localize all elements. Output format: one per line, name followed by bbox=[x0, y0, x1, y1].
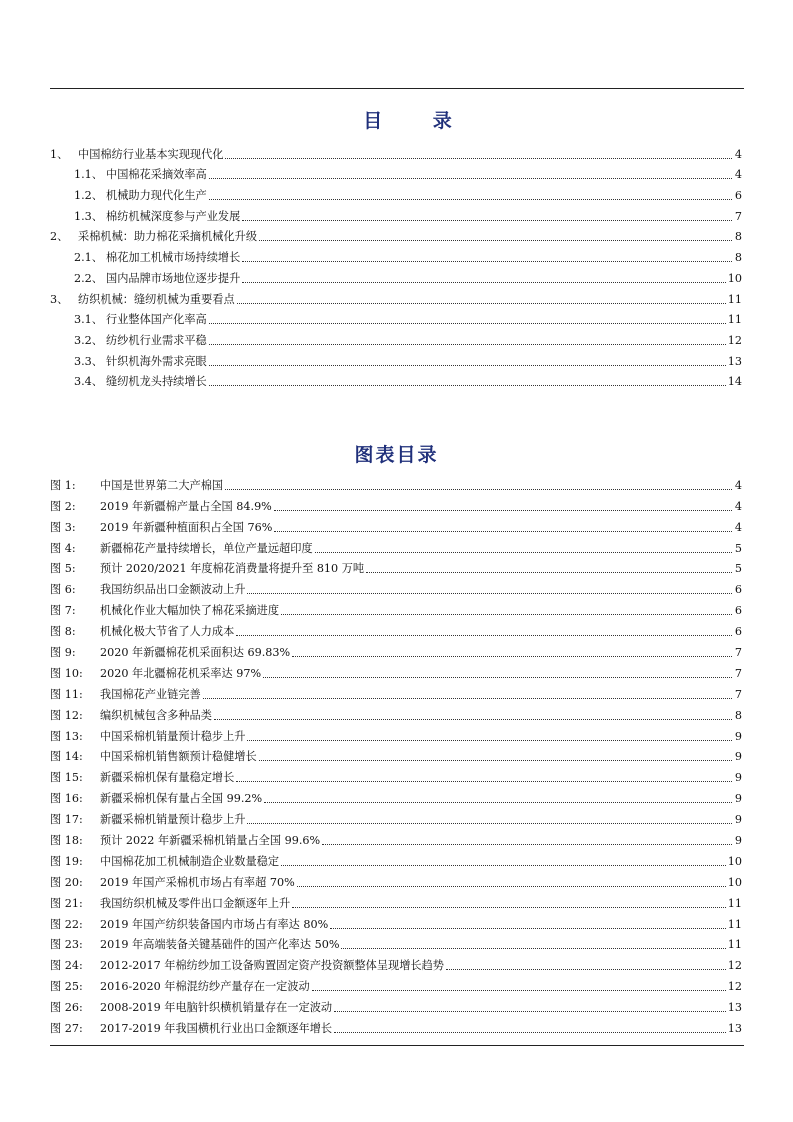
entry-page: 7 bbox=[734, 687, 742, 701]
entry-title: 2019 年新疆棉产量占全国 84.9% bbox=[100, 499, 272, 513]
figure-entry[interactable] bbox=[50, 556, 742, 577]
entry-title: 棉纺机械深度参与产业发展 bbox=[106, 209, 241, 223]
entry-number: 3.1、 bbox=[74, 313, 103, 327]
entry-title: 采棉机械：助力棉花采摘机械化升级 bbox=[78, 230, 258, 244]
leader-dots bbox=[274, 509, 732, 511]
entry-page: 13 bbox=[727, 1001, 742, 1015]
entry-title: 2019 年高端装备关键基础件的国产化率达 50% bbox=[100, 938, 340, 952]
entry-page: 9 bbox=[734, 792, 742, 806]
leader-dots bbox=[292, 655, 732, 657]
leader-dots bbox=[312, 989, 726, 991]
figure-entry[interactable] bbox=[50, 535, 742, 556]
leader-dots bbox=[366, 571, 732, 573]
figure-entry[interactable] bbox=[50, 1015, 742, 1036]
leader-dots bbox=[214, 718, 732, 720]
toc-entry[interactable] bbox=[50, 224, 742, 245]
entry-number: 1.2、 bbox=[74, 189, 103, 203]
entry-page: 11 bbox=[727, 917, 742, 931]
leader-dots bbox=[242, 281, 725, 283]
entry-title: 2016-2020 年棉混纺纱产量存在一定波动 bbox=[100, 980, 310, 994]
toc-list bbox=[50, 141, 742, 389]
entry-number: 图 4: bbox=[50, 541, 76, 555]
entry-page: 12 bbox=[727, 333, 742, 347]
entry-number: 图 21: bbox=[50, 896, 83, 910]
toc-entry[interactable] bbox=[50, 265, 742, 286]
entry-page: 6 bbox=[734, 625, 742, 639]
figure-entry[interactable] bbox=[50, 681, 742, 702]
figure-entry[interactable] bbox=[50, 702, 742, 723]
entry-page: 4 bbox=[734, 520, 742, 534]
figure-entry[interactable] bbox=[50, 994, 742, 1015]
toc-entry[interactable] bbox=[50, 203, 742, 224]
leader-dots bbox=[209, 198, 732, 200]
leader-dots bbox=[334, 1010, 726, 1012]
toc-heading: 目 录 bbox=[363, 110, 474, 132]
entry-number: 图 3: bbox=[50, 520, 76, 534]
leader-dots bbox=[209, 364, 726, 366]
entry-number: 图 20: bbox=[50, 875, 83, 889]
entry-page: 9 bbox=[734, 771, 742, 785]
leader-dots bbox=[274, 530, 732, 532]
entry-page: 11 bbox=[727, 896, 742, 910]
entry-number: 图 11: bbox=[50, 687, 83, 701]
entry-number: 图 13: bbox=[50, 729, 83, 743]
entry-title: 中国采棉机销量预计稳步上升 bbox=[100, 729, 246, 743]
figure-entry[interactable] bbox=[50, 932, 742, 953]
leader-dots bbox=[330, 927, 725, 929]
figure-entry[interactable] bbox=[50, 785, 742, 806]
entry-page: 11 bbox=[727, 313, 742, 327]
entry-number: 3、 bbox=[50, 292, 69, 306]
entry-title: 2017-2019 年我国横机行业出口金额逐年增长 bbox=[100, 1022, 333, 1036]
entry-page: 11 bbox=[727, 292, 742, 306]
leader-dots bbox=[315, 551, 732, 553]
leader-dots bbox=[341, 947, 725, 949]
figure-entry[interactable] bbox=[50, 660, 742, 681]
leader-dots bbox=[209, 384, 726, 386]
entry-title: 新疆采棉机销量预计稳步上升 bbox=[100, 813, 246, 827]
entry-number: 图 25: bbox=[50, 980, 83, 994]
toc-entry[interactable] bbox=[50, 162, 742, 183]
leader-dots bbox=[247, 592, 732, 594]
entry-page: 8 bbox=[734, 708, 742, 722]
figure-entry[interactable] bbox=[50, 764, 742, 785]
entry-number: 图 17: bbox=[50, 813, 83, 827]
entry-title: 机械化作业大幅加快了棉花采摘进度 bbox=[100, 604, 280, 618]
toc-entry[interactable] bbox=[50, 369, 742, 390]
leader-dots bbox=[209, 177, 732, 179]
entry-number: 图 18: bbox=[50, 834, 83, 848]
entry-page: 7 bbox=[734, 209, 742, 223]
entry-number: 1.3、 bbox=[74, 209, 103, 223]
entry-title: 我国棉花产业链完善 bbox=[100, 687, 201, 701]
entry-number: 图 1: bbox=[50, 478, 76, 492]
footer-rule bbox=[50, 1045, 744, 1046]
entry-number: 图 14: bbox=[50, 750, 83, 764]
leader-dots bbox=[236, 780, 732, 782]
entry-title: 棉花加工机械市场持续增长 bbox=[106, 251, 241, 265]
entry-page: 5 bbox=[734, 562, 742, 576]
header-rule bbox=[50, 88, 744, 89]
entry-number: 图 10: bbox=[50, 666, 83, 680]
entry-title: 中国采棉机销售额预计稳健增长 bbox=[100, 750, 257, 764]
entry-page: 6 bbox=[734, 604, 742, 618]
toc-entry[interactable] bbox=[50, 182, 742, 203]
figure-entry[interactable] bbox=[50, 597, 742, 618]
entry-number: 图 15: bbox=[50, 771, 83, 785]
entry-title: 新疆采棉机保有量稳定增长 bbox=[100, 771, 235, 785]
leader-dots bbox=[259, 239, 732, 241]
entry-title: 2020 年北疆棉花机采率达 97% bbox=[100, 666, 262, 680]
entry-title: 2008-2019 年电脑针织横机销量存在一定波动 bbox=[100, 1001, 333, 1015]
figure-entry[interactable] bbox=[50, 723, 742, 744]
leader-dots bbox=[264, 801, 732, 803]
figure-entry[interactable] bbox=[50, 827, 742, 848]
entry-title: 缝纫机龙头持续增长 bbox=[106, 375, 207, 389]
leader-dots bbox=[334, 1031, 726, 1033]
entry-number: 图 2: bbox=[50, 499, 76, 513]
figure-entry[interactable] bbox=[50, 472, 742, 493]
leader-dots bbox=[281, 864, 726, 866]
leader-dots bbox=[247, 822, 732, 824]
figures-list bbox=[50, 472, 742, 1036]
leader-dots bbox=[259, 759, 732, 761]
entry-title: 我国纺织品出口金额波动上升 bbox=[100, 583, 246, 597]
toc-entry[interactable] bbox=[50, 307, 742, 328]
entry-number: 图 9: bbox=[50, 646, 76, 660]
entry-title: 2020 年新疆棉花机采面积达 69.83% bbox=[100, 646, 291, 660]
entry-page: 9 bbox=[734, 813, 742, 827]
entry-title: 中国棉花加工机械制造企业数量稳定 bbox=[100, 854, 280, 868]
leader-dots bbox=[242, 219, 732, 221]
figure-entry[interactable] bbox=[50, 911, 742, 932]
figure-entry[interactable] bbox=[50, 639, 742, 660]
entry-page: 7 bbox=[734, 646, 742, 660]
entry-page: 13 bbox=[727, 1022, 742, 1036]
entry-page: 4 bbox=[734, 147, 742, 161]
leader-dots bbox=[263, 676, 732, 678]
entry-number: 图 6: bbox=[50, 583, 76, 597]
toc-entry[interactable] bbox=[50, 286, 742, 307]
entry-number: 2.2、 bbox=[74, 271, 103, 285]
leader-dots bbox=[237, 302, 726, 304]
figure-entry[interactable] bbox=[50, 890, 742, 911]
entry-title: 中国棉花采摘效率高 bbox=[106, 168, 207, 182]
entry-title: 新疆采棉机保有量占全国 99.2% bbox=[100, 792, 263, 806]
entry-page: 14 bbox=[727, 375, 742, 389]
figure-entry[interactable] bbox=[50, 806, 742, 827]
entry-title: 我国纺织机械及零件出口金额逐年上升 bbox=[100, 896, 291, 910]
entry-page: 6 bbox=[734, 189, 742, 203]
entry-title: 编织机械包含多种品类 bbox=[100, 708, 212, 722]
leader-dots bbox=[297, 885, 726, 887]
entry-number: 图 16: bbox=[50, 792, 83, 806]
entry-number: 图 22: bbox=[50, 917, 83, 931]
figure-entry[interactable] bbox=[50, 514, 742, 535]
entry-title: 2019 年国产采棉机市场占有率超 70% bbox=[100, 875, 295, 889]
leader-dots bbox=[292, 906, 726, 908]
entry-page: 9 bbox=[734, 729, 742, 743]
entry-title: 机械助力现代化生产 bbox=[106, 189, 207, 203]
entry-number: 图 23: bbox=[50, 938, 83, 952]
entry-title: 2012-2017 年棉纺纱加工设备购置固定资产投资额整体呈现增长趋势 bbox=[100, 959, 444, 973]
figure-entry[interactable] bbox=[50, 576, 742, 597]
entry-page: 13 bbox=[727, 354, 742, 368]
entry-page: 4 bbox=[734, 499, 742, 513]
entry-number: 1.1、 bbox=[74, 168, 103, 182]
entry-page: 7 bbox=[734, 666, 742, 680]
figure-entry[interactable] bbox=[50, 493, 742, 514]
entry-page: 8 bbox=[734, 230, 742, 244]
leader-dots bbox=[446, 968, 726, 970]
entry-title: 国内品牌市场地位逐步提升 bbox=[106, 271, 241, 285]
entry-title: 针织机海外需求亮眼 bbox=[106, 354, 207, 368]
figure-entry[interactable] bbox=[50, 848, 742, 869]
entry-page: 12 bbox=[727, 959, 742, 973]
entry-title: 预计 2020/2021 年度棉花消费量将提升至 810 万吨 bbox=[100, 562, 365, 576]
entry-number: 图 5: bbox=[50, 562, 76, 576]
figure-entry[interactable] bbox=[50, 618, 742, 639]
leader-dots bbox=[225, 488, 732, 490]
leader-dots bbox=[322, 843, 732, 845]
entry-title: 行业整体国产化率高 bbox=[106, 313, 207, 327]
entry-number: 图 12: bbox=[50, 708, 83, 722]
figure-entry[interactable] bbox=[50, 952, 742, 973]
toc-entry[interactable] bbox=[50, 244, 742, 265]
figure-entry[interactable] bbox=[50, 869, 742, 890]
entry-number: 3.3、 bbox=[74, 354, 103, 368]
entry-page: 10 bbox=[727, 271, 742, 285]
entry-title: 中国棉纺行业基本实现现代化 bbox=[78, 147, 224, 161]
entry-number: 3.4、 bbox=[74, 375, 103, 389]
figure-entry[interactable] bbox=[50, 973, 742, 994]
entry-number: 1、 bbox=[50, 147, 69, 161]
figures-heading: 图表目录 bbox=[354, 444, 439, 466]
entry-title: 中国是世界第二大产棉国 bbox=[100, 478, 224, 492]
entry-page: 10 bbox=[727, 854, 742, 868]
toc-entry[interactable] bbox=[50, 348, 742, 369]
toc-entry[interactable] bbox=[50, 141, 742, 162]
entry-page: 9 bbox=[734, 750, 742, 764]
entry-number: 图 26: bbox=[50, 1001, 83, 1015]
entry-page: 9 bbox=[734, 834, 742, 848]
entry-page: 8 bbox=[734, 251, 742, 265]
entry-title: 纺织机械：缝纫机械为重要看点 bbox=[78, 292, 235, 306]
entry-title: 2019 年新疆种植面积占全国 76% bbox=[100, 520, 273, 534]
toc-entry[interactable] bbox=[50, 327, 742, 348]
leader-dots bbox=[209, 343, 726, 345]
entry-title: 纺纱机行业需求平稳 bbox=[106, 333, 207, 347]
entry-page: 10 bbox=[727, 875, 742, 889]
entry-title: 机械化极大节省了人力成本 bbox=[100, 625, 235, 639]
entry-title: 预计 2022 年新疆采棉机销量占全国 99.6% bbox=[100, 834, 321, 848]
entry-page: 6 bbox=[734, 583, 742, 597]
entry-page: 5 bbox=[734, 541, 742, 555]
entry-number: 3.2、 bbox=[74, 333, 103, 347]
entry-page: 12 bbox=[727, 980, 742, 994]
leader-dots bbox=[225, 157, 732, 159]
figure-entry[interactable] bbox=[50, 744, 742, 765]
entry-number: 图 27: bbox=[50, 1022, 83, 1036]
leader-dots bbox=[247, 739, 732, 741]
entry-number: 图 24: bbox=[50, 959, 83, 973]
leader-dots bbox=[281, 613, 732, 615]
entry-title: 新疆棉花产量持续增长，单位产量远超印度 bbox=[100, 541, 313, 555]
entry-number: 2.1、 bbox=[74, 251, 103, 265]
entry-page: 4 bbox=[734, 168, 742, 182]
entry-page: 4 bbox=[734, 478, 742, 492]
leader-dots bbox=[236, 634, 732, 636]
entry-number: 图 19: bbox=[50, 854, 83, 868]
leader-dots bbox=[242, 260, 732, 262]
entry-number: 图 8: bbox=[50, 625, 76, 639]
entry-number: 2、 bbox=[50, 230, 69, 244]
entry-number: 图 7: bbox=[50, 604, 76, 618]
leader-dots bbox=[209, 322, 726, 324]
entry-title: 2019 年国产纺织装备国内市场占有率达 80% bbox=[100, 917, 329, 931]
entry-page: 11 bbox=[727, 938, 742, 952]
leader-dots bbox=[203, 697, 732, 699]
